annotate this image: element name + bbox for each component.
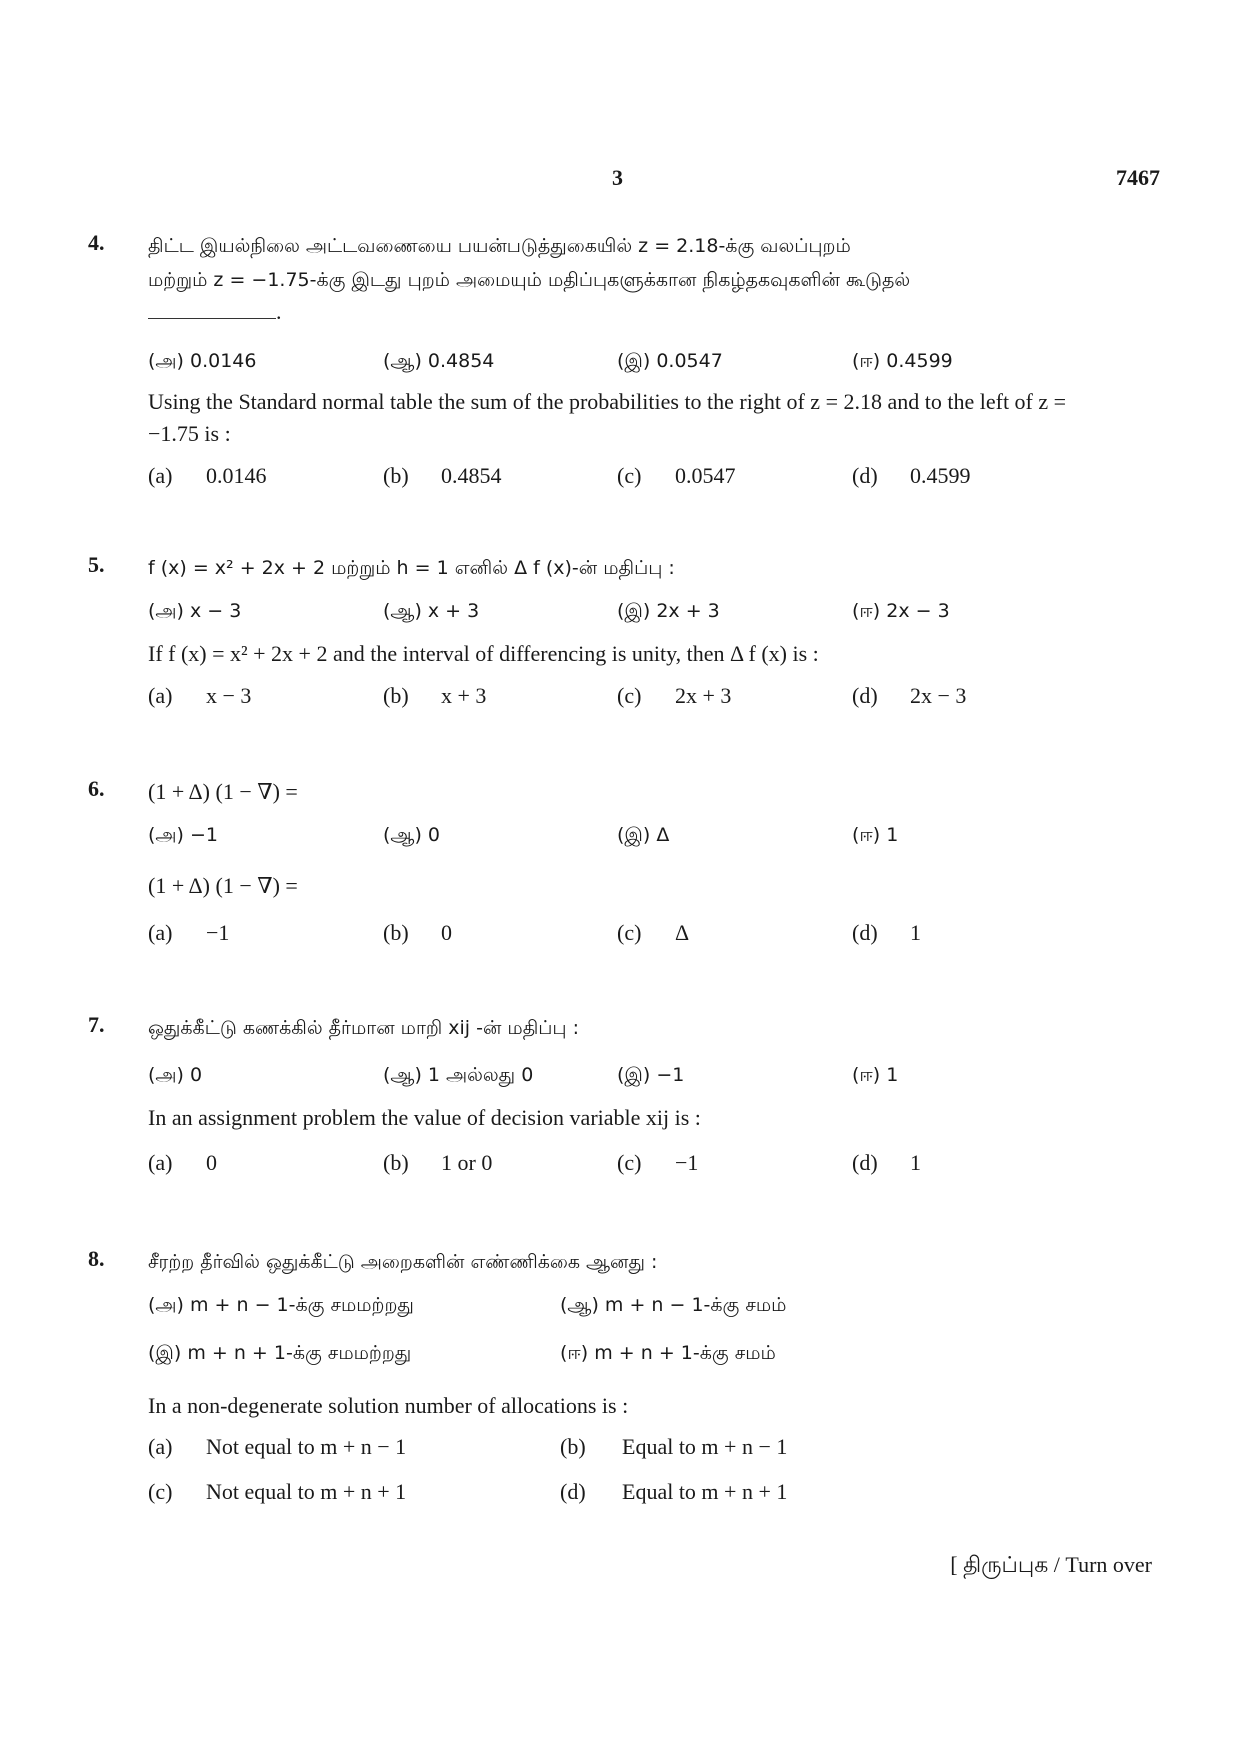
question-tamil-text: சீரற்ற தீர்வில் ஒதுக்கீட்டு அறைகளின் எண்ணிக்கை ஆனது : [148,1251,658,1273]
question-tamil-text: ஒதுக்கீட்டு கணக்கில் தீர்மான மாறி xij -ன் மதிப்பு : [148,1017,580,1039]
tamil-option: (இ) 0.0547 [617,350,723,372]
tamil-option: (இ) Δ [617,824,670,846]
paper-code: 7467 [1116,165,1160,190]
english-option: (a) 0.0146 [148,463,267,488]
tamil-option: (ஆ) 0.4854 [383,350,495,372]
tamil-option: (அ) 0.0146 [148,350,257,372]
question-number: 6. [88,776,105,801]
english-option: (b) Equal to m + n − 1 [560,1434,788,1459]
english-option: (a) x − 3 [148,683,252,708]
english-option: (a) 0 [148,1150,217,1175]
question-english-text: If f (x) = x² + 2x + 2 and the interval of differencing is unity, then Δ f (x) is : [148,641,819,666]
english-option: (c) Not equal to m + n + 1 [148,1479,407,1504]
answer-blank: . [148,296,282,325]
tamil-option: (இ) m + n + 1-க்கு சமமற்றது [148,1342,412,1364]
question-number: 4. [88,230,105,255]
english-option: (d) Equal to m + n + 1 [560,1479,788,1504]
question-english-text: In a non-degenerate solution number of allocations is : [148,1393,629,1418]
question-tamil-text: (1 + Δ) (1 − ∇) = [148,779,298,804]
tamil-option: (ஈ) 1 [852,1064,899,1086]
english-option: (c) Δ [617,920,690,945]
question-english-text: (1 + Δ) (1 − ∇) = [148,873,298,898]
english-option: (c) 0.0547 [617,463,736,488]
question-number: 8. [88,1246,105,1271]
tamil-option: (இ) 2x + 3 [617,600,720,622]
tamil-option: (ஆ) m + n − 1-க்கு சமம் [560,1294,787,1316]
question-english-text: Using the Standard normal table the sum of the probabilities to the right of z = 2.18 and to the left of z = −1.75 is : [148,389,1067,446]
page-number: 3 [612,165,623,190]
english-option: (b) 1 or 0 [383,1150,493,1175]
tamil-option: (அ) x − 3 [148,600,242,622]
english-option: (c) −1 [617,1150,699,1175]
english-option: (d) 1 [852,1150,921,1175]
english-option: (b) 0 [383,920,452,945]
tamil-option: (அ) −1 [148,824,218,846]
question-number: 7. [88,1012,105,1037]
tamil-option: (ஈ) 2x − 3 [852,600,950,622]
tamil-option: (ஆ) 1 அல்லது 0 [383,1064,534,1086]
question-tamil-text: f (x) = x² + 2x + 2 மற்றும் h = 1 எனில் Δ f (x)-ன் மதிப்பு : [148,557,675,579]
tamil-option: (ஆ) x + 3 [383,600,480,622]
question-tamil-text: திட்ட இயல்நிலை அட்டவணையை பயன்படுத்துகையில் z = 2.18-க்கு வலப்புறம் [148,235,851,257]
english-option: (c) 2x + 3 [617,683,732,708]
tamil-option: (அ) m + n − 1-க்கு சமமற்றது [148,1294,414,1316]
question-number: 5. [88,552,105,577]
turn-over-label: [ திருப்புக / Turn over [950,1552,1152,1577]
question-english-text: In an assignment problem the value of decision variable xij is : [148,1105,701,1130]
english-option: (a) −1 [148,920,230,945]
english-option: (a) Not equal to m + n − 1 [148,1434,407,1459]
english-option: (d) 1 [852,920,921,945]
english-option: (b) x + 3 [383,683,487,708]
tamil-option: (இ) −1 [617,1064,685,1086]
question-tamil-text: மற்றும் z = −1.75-க்கு இடது புறம் அமையும் மதிப்புகளுக்கான நிகழ்தகவுகளின் கூடுதல் [148,269,911,291]
english-option: (b) 0.4854 [383,463,502,488]
tamil-option: (ஈ) 0.4599 [852,350,953,372]
tamil-option: (ஆ) 0 [383,824,440,846]
tamil-option: (ஈ) m + n + 1-க்கு சமம் [560,1342,776,1364]
tamil-option: (அ) 0 [148,1064,203,1086]
english-option: (d) 2x − 3 [852,683,967,708]
english-option: (d) 0.4599 [852,463,971,488]
tamil-option: (ஈ) 1 [852,824,899,846]
